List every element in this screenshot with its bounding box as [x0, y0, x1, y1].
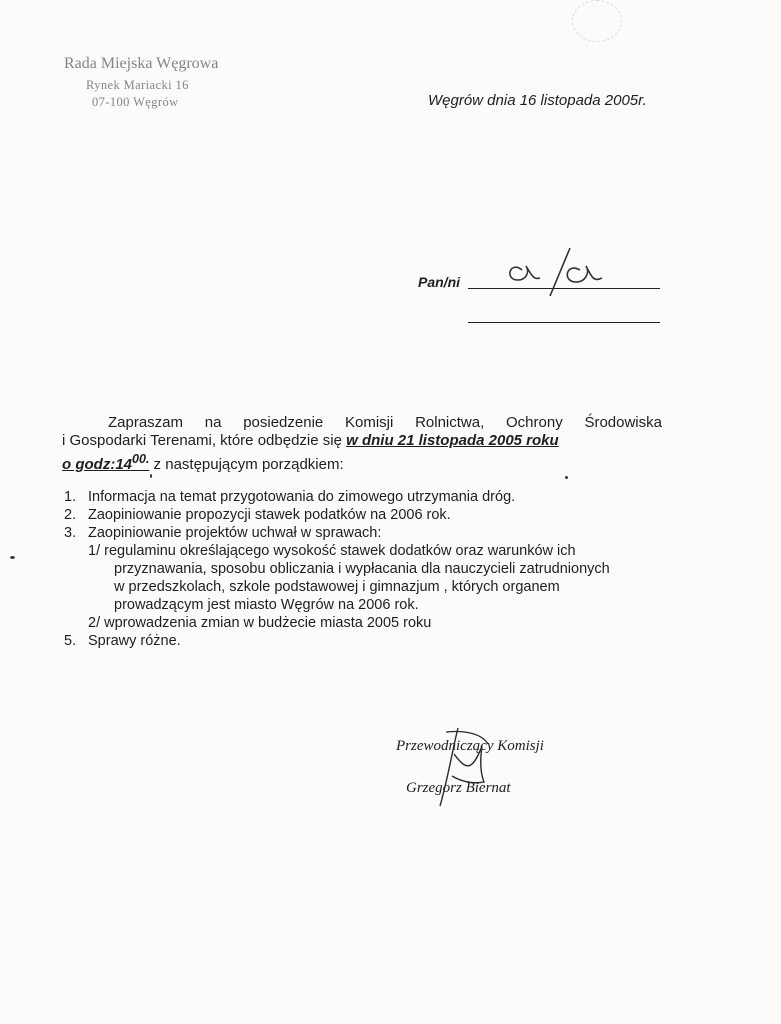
- word: Ochrony: [506, 414, 563, 431]
- word: Środowiska: [584, 414, 662, 431]
- agenda-item: [64, 506, 674, 524]
- invitation-line-2: [62, 432, 662, 450]
- scan-speck: [565, 476, 568, 479]
- agenda-subitem-continuation: przyznawania, sposobu obliczania i wypłacania dla nauczycieli zatrudnionych: [114, 561, 610, 577]
- agenda-number: 5.: [64, 633, 77, 649]
- letterhead-street: Rynek Mariacki 16: [86, 78, 189, 92]
- addressee-label: Pan/ni: [418, 274, 461, 290]
- word: na: [204, 414, 222, 431]
- agenda-subitem-continuation: w przedszkolach, szkole podstawowej i gimnazjum , których organem: [114, 579, 560, 595]
- addressee-block: [418, 262, 668, 332]
- letterhead-postal: 07-100 Węgrów: [92, 95, 179, 109]
- agenda-subitem-continuation: prowadzącym jest miasto Węgrów na 2006 rok.: [114, 597, 419, 613]
- signature-title: Przewodniczący Komisji: [396, 738, 544, 754]
- date-line: Węgrów dnia 16 listopada 2005r.: [428, 92, 647, 109]
- agenda-item: [64, 632, 674, 650]
- word: które: [220, 432, 254, 449]
- word: odbędzie: [257, 432, 319, 449]
- meeting-time-minutes: 00.: [132, 452, 150, 466]
- agenda-text: Informacja na temat przygotowania do zimowego utrzymania dróg.: [88, 489, 516, 505]
- invitation-text: [62, 414, 662, 474]
- addressee-line-2: [468, 322, 660, 323]
- agenda-subitem: [64, 614, 674, 632]
- agenda-text: Zaopiniowanie projektów uchwał w sprawach:: [88, 525, 382, 541]
- meeting-date: w dniu 21 listopada 2005 roku: [346, 432, 559, 449]
- handwritten-signature: [426, 726, 506, 808]
- signature-block: [396, 732, 616, 812]
- meeting-time-hour: o godz:14: [62, 456, 132, 473]
- word: Gospodarki: [69, 432, 147, 449]
- faint-stamp-mark: [572, 0, 622, 42]
- word: Zapraszam: [108, 414, 184, 431]
- scan-speck: [150, 474, 152, 478]
- agenda-number: 3.: [64, 525, 77, 541]
- subitem-line: 1/ regulaminu określającego wysokość stawek dodatków oraz warunków ich: [88, 543, 576, 559]
- signature-name: Grzegorz Biernat: [406, 780, 511, 796]
- handwritten-a-slash-a: [500, 246, 610, 296]
- word: posiedzenie: [243, 414, 324, 431]
- agenda-item: [64, 488, 674, 506]
- agenda-text: Zaopiniowanie propozycji stawek podatków na 2006 rok.: [88, 507, 451, 523]
- agenda-item: [64, 524, 674, 542]
- word: Rolnictwa,: [415, 414, 485, 431]
- invitation-tail: z następującym porządkiem:: [149, 456, 344, 473]
- subitem-line: 2/ wprowadzenia zmian w budżecie miasta 2005 roku: [88, 615, 432, 631]
- word: i: [62, 432, 66, 449]
- word: się: [322, 432, 342, 449]
- meeting-time: [62, 452, 150, 473]
- invitation-line-3: [62, 450, 662, 474]
- agenda-text: Sprawy różne.: [88, 633, 181, 649]
- letterhead-name: Rada Miejska Węgrowa: [64, 55, 219, 72]
- agenda-number: 2.: [64, 507, 77, 523]
- word: Komisji: [344, 414, 394, 431]
- agenda-list: [64, 488, 674, 650]
- agenda-number: 1.: [64, 489, 77, 505]
- word: Terenami,: [150, 432, 216, 449]
- scan-speck: [10, 556, 15, 559]
- agenda-subitem: [64, 542, 674, 560]
- invitation-line-1: [62, 414, 662, 432]
